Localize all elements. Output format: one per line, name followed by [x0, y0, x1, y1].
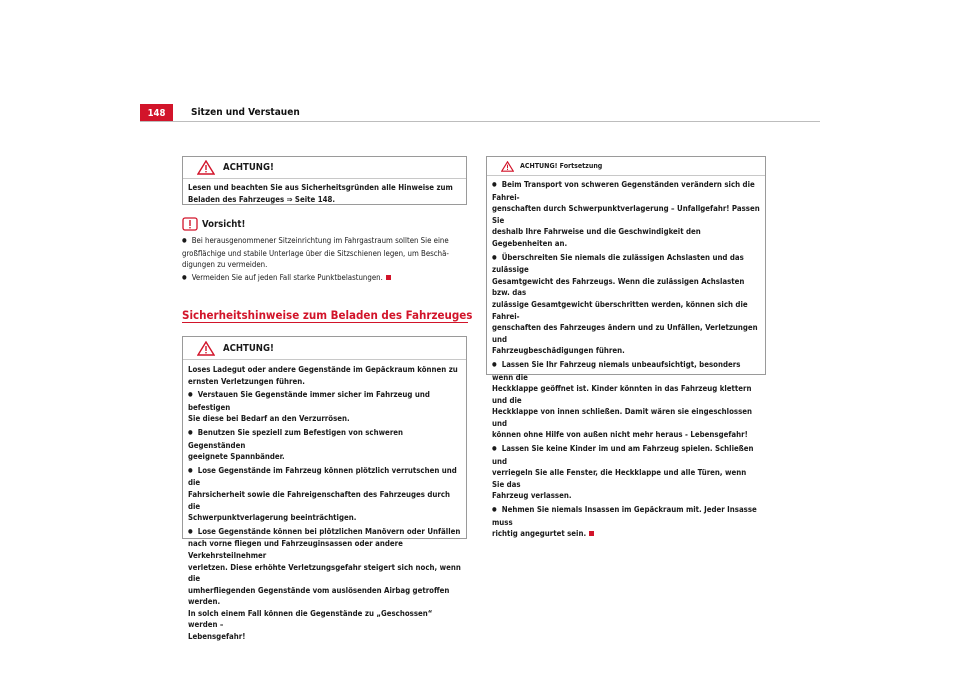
caution-header — [182, 216, 472, 233]
header-rule — [140, 121, 820, 122]
warning-item: ● Lose Gegenstände im Fahrzeug können plötzlich verrutschen und die Fahrsicherheit sowie die Fahreigenschaften des Fahrzeuges durch die Schwerpunktverlagerung beeinträchtigen. — [188, 465, 461, 524]
warning-header — [183, 157, 466, 179]
warning-line: Lesen und beachten Sie aus Sicherheitsgründen alle Hinweise zum — [188, 183, 453, 192]
end-marker — [589, 531, 594, 536]
warning-box-continued — [486, 156, 766, 539]
caution-item: ● Bei herausgenommener Sitzeinrichtung im Fahrgastraum sollten Sie eine großflächige und stabile Unterlage über die Sitzschienen legen, um Beschä- digungen zu vermeiden. — [182, 235, 472, 271]
warning-triangle-icon — [501, 161, 514, 172]
warning-triangle-icon — [197, 341, 215, 356]
warning-item: ● Beim Transport von schweren Gegenständen verändern sich die Fahrei- genschaften durch Schwerpunktverlagerung – Unfallgefahr! Passen Sie deshalb Ihre Fahrweise und die Geschwindigkeit den Gegebenheiten an. — [492, 179, 760, 250]
end-marker — [386, 275, 391, 280]
warning-body — [183, 360, 466, 650]
warning-title: ACHTUNG! — [223, 342, 274, 354]
section-title: Sicherheitshinweise zum Beladen des Fahrzeuges — [182, 308, 473, 322]
warning-header — [183, 337, 466, 360]
warning-title: ACHTUNG! — [223, 162, 274, 173]
page-number: 148 — [140, 104, 173, 122]
caution-note — [182, 216, 472, 285]
warning-item: ● Lose Gegenstände können bei plötzlichen Manövern oder Unfällen nach vorne fliegen und Fahrzeuginsassen oder andere Verkehrsteilnehmer verletzen. Diese erhöhte Verletzungsgefahr steigert sich noch, wenn die umherfliegenden Gegenstände vom auslösenden Airbag getroffen werden. In solch einem Fall können die Gegenstände zu „Geschossen“ werden – Lebensgefahr! — [188, 526, 461, 643]
warning-triangle-icon — [197, 160, 215, 175]
section-rule — [182, 322, 468, 323]
warning-item: ● Überschreiten Sie niemals die zulässigen Achslasten und das zulässige Gesamtgewicht des Fahrzeugs. Wenn die zulässigen Achslasten bzw. das zulässige Gesamtgewicht überschritten werden, können sich die Fahrei- genschaften des Fahrzeuges ändern und zu Unfällen, Verletzungen und Fahrzeugbeschädigungen führen. — [492, 252, 760, 357]
caution-title: Vorsicht! — [202, 218, 246, 230]
caution-item: ● Vermeiden Sie auf jeden Fall starke Punktbelastungen. — [182, 272, 472, 285]
warning-body — [183, 179, 466, 210]
warning-header — [487, 157, 765, 176]
warning-intro: Loses Ladegut oder andere Gegenstände im Gepäckraum können zu ernsten Verletzungen führen. — [188, 365, 458, 386]
warning-box-loading — [182, 336, 467, 642]
warning-body — [487, 176, 765, 547]
warning-title: ACHTUNG! Fortsetzung — [520, 162, 603, 170]
chapter-title: Sitzen und Verstauen — [191, 107, 300, 118]
warning-item: ● Lassen Sie Ihr Fahrzeug niemals unbeaufsichtigt, besonders wenn die Heckklappe geöffnet ist. Kinder könnten in das Fahrzeug klettern und die Heckklappe von innen schließen. Damit wären sie eingeschlossen und können ohne Hilfe von außen nicht mehr heraus - Lebensgefahr! — [492, 359, 760, 441]
warning-item: ● Verstauen Sie Gegenstände immer sicher im Fahrzeug und befestigen Sie diese bei Bedarf an den Verzurrösen. — [188, 389, 461, 425]
warning-item: ● Lassen Sie keine Kinder im und am Fahrzeug spielen. Schließen und verriegeln Sie alle Fenster, die Heckklappe und alle Türen, wenn Sie das Fahrzeug verlassen. — [492, 443, 760, 502]
warning-item: ● Benutzen Sie speziell zum Befestigen von schweren Gegenständen geeignete Spannbänder. — [188, 427, 461, 463]
caution-exclamation-icon — [182, 217, 198, 232]
warning-line: Beladen des Fahrzeuges ⇒ Seite 148. — [188, 194, 335, 204]
warning-item: ● Nehmen Sie niemals Insassen im Gepäckraum mit. Jeder Insasse muss richtig angegurtet sein. — [492, 504, 760, 540]
warning-box-intro — [182, 156, 467, 205]
